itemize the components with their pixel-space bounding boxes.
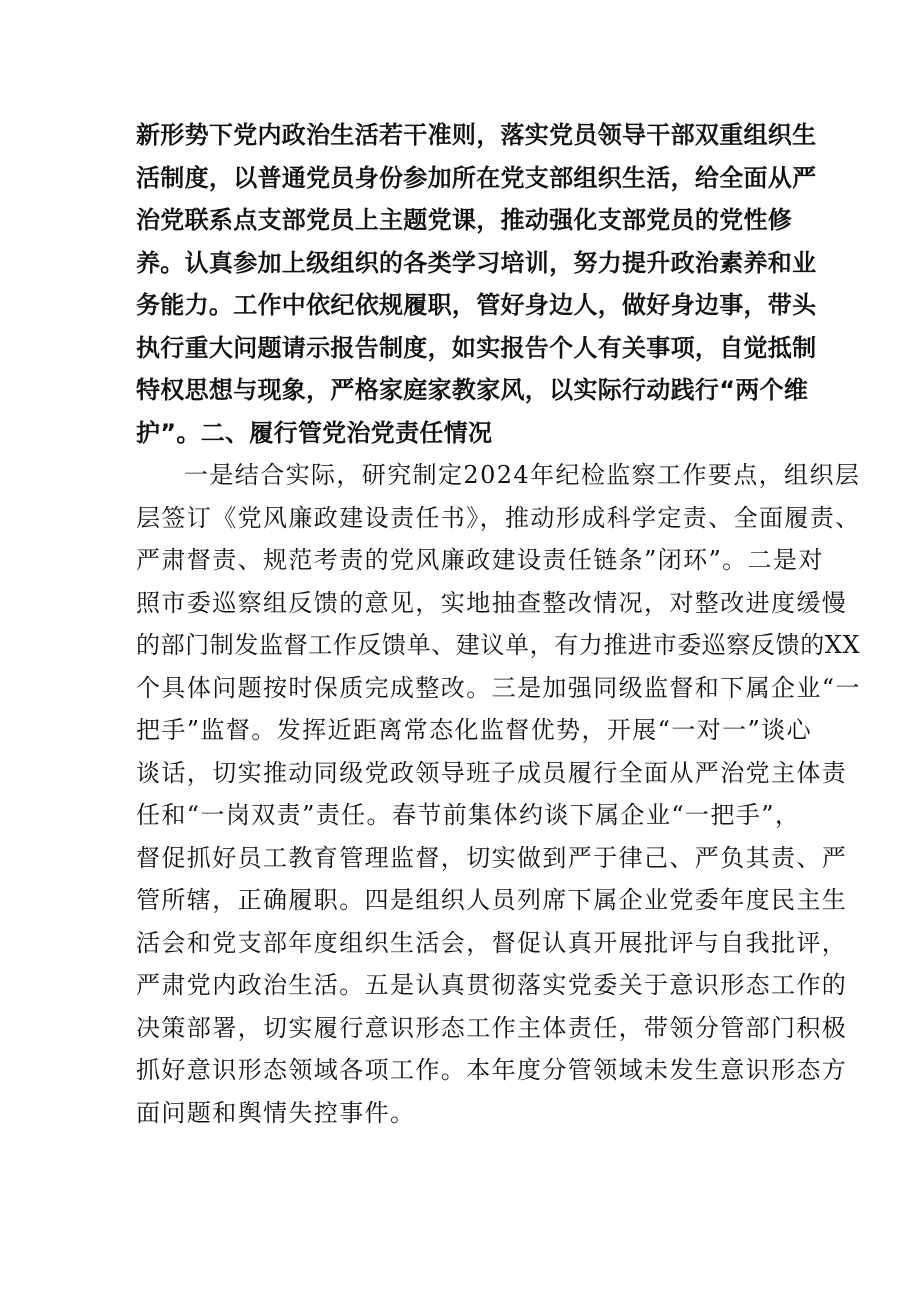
text-line: 严肃党内政治生活。五是认真贯彻落实党委关于意识形态工作的 <box>136 971 848 999</box>
text-line: 把手”监督。发挥近距离常态化监督优势，开展“一对一”谈心 <box>136 716 813 744</box>
text-line: 抓好意识形态领域各项工作。本年度分管领域未发生意识形态方 <box>136 1056 848 1084</box>
text-line: 层签订《党风廉政建设责任书》，推动形成科学定责、全面履责、 <box>136 503 861 532</box>
text-line: 务能力。工作中依纪依规履职，管好身边人，做好身边事，带头 <box>136 291 817 319</box>
text-line: 养。认真参加上级组织的各类学习培训，努力提升政治素养和业 <box>136 248 817 277</box>
text-line: 谈话，切实推动同级党政领导班子成员履行全面从严治党主体责 <box>136 758 848 787</box>
section-heading-line: 护”。二、履行管党治党责任情况 <box>136 418 493 447</box>
paragraph-first-line: 一是结合实际，研究制定2024年纪检监察工作要点，组织层 <box>184 461 861 489</box>
text-line: 的部门制发监督工作反馈单、建议单，有力推进市委巡察反馈的XX <box>136 631 861 659</box>
text-line: 执行重大问题请示报告制度，如实报告个人有关事项，自觉抵制 <box>136 333 817 362</box>
text-line: 新形势下党内政治生活若干准则，落实党员领导干部双重组织生 <box>136 121 817 149</box>
text-line: 严肃督责、规范考责的党风廉政建设责任链条”闭环”。二是对 <box>136 546 824 574</box>
text-line: 任和“一岗双责”责任。春节前集体约谈下属企业“一把手”， <box>136 801 801 829</box>
text-line: 管所辖，正确履职。四是组织人员列席下属企业党委年度民主生 <box>136 886 848 914</box>
text-line: 特权思想与现象，严格家庭家教家风，以实际行动践行“两个维 <box>136 376 809 404</box>
text-line: 活制度，以普通党员身份参加所在党支部组织生活，给全面从严 <box>136 163 817 192</box>
text-line: 督促抓好员工教育管理监督，切实做到严于律己、严负其责、严 <box>136 843 848 872</box>
text-line: 个具体问题按时保质完成整改。三是加强同级监督和下属企业“一 <box>136 673 861 702</box>
text-line: 照市委巡察组反馈的意见，实地抽查整改情况，对整改进度缓慢 <box>136 588 848 617</box>
text-line: 面问题和舆情失控事件。 <box>136 1098 416 1127</box>
document-body <box>136 114 861 1134</box>
text-line: 治党联系点支部党员上主题党课，推动强化支部党员的党性修 <box>136 206 793 234</box>
text-line: 决策部署，切实履行意识形态工作主体责任，带领分管部门积极 <box>136 1013 848 1042</box>
text-line: 活会和党支部年度组织生活会，督促认真开展批评与自我批评， <box>136 928 848 957</box>
